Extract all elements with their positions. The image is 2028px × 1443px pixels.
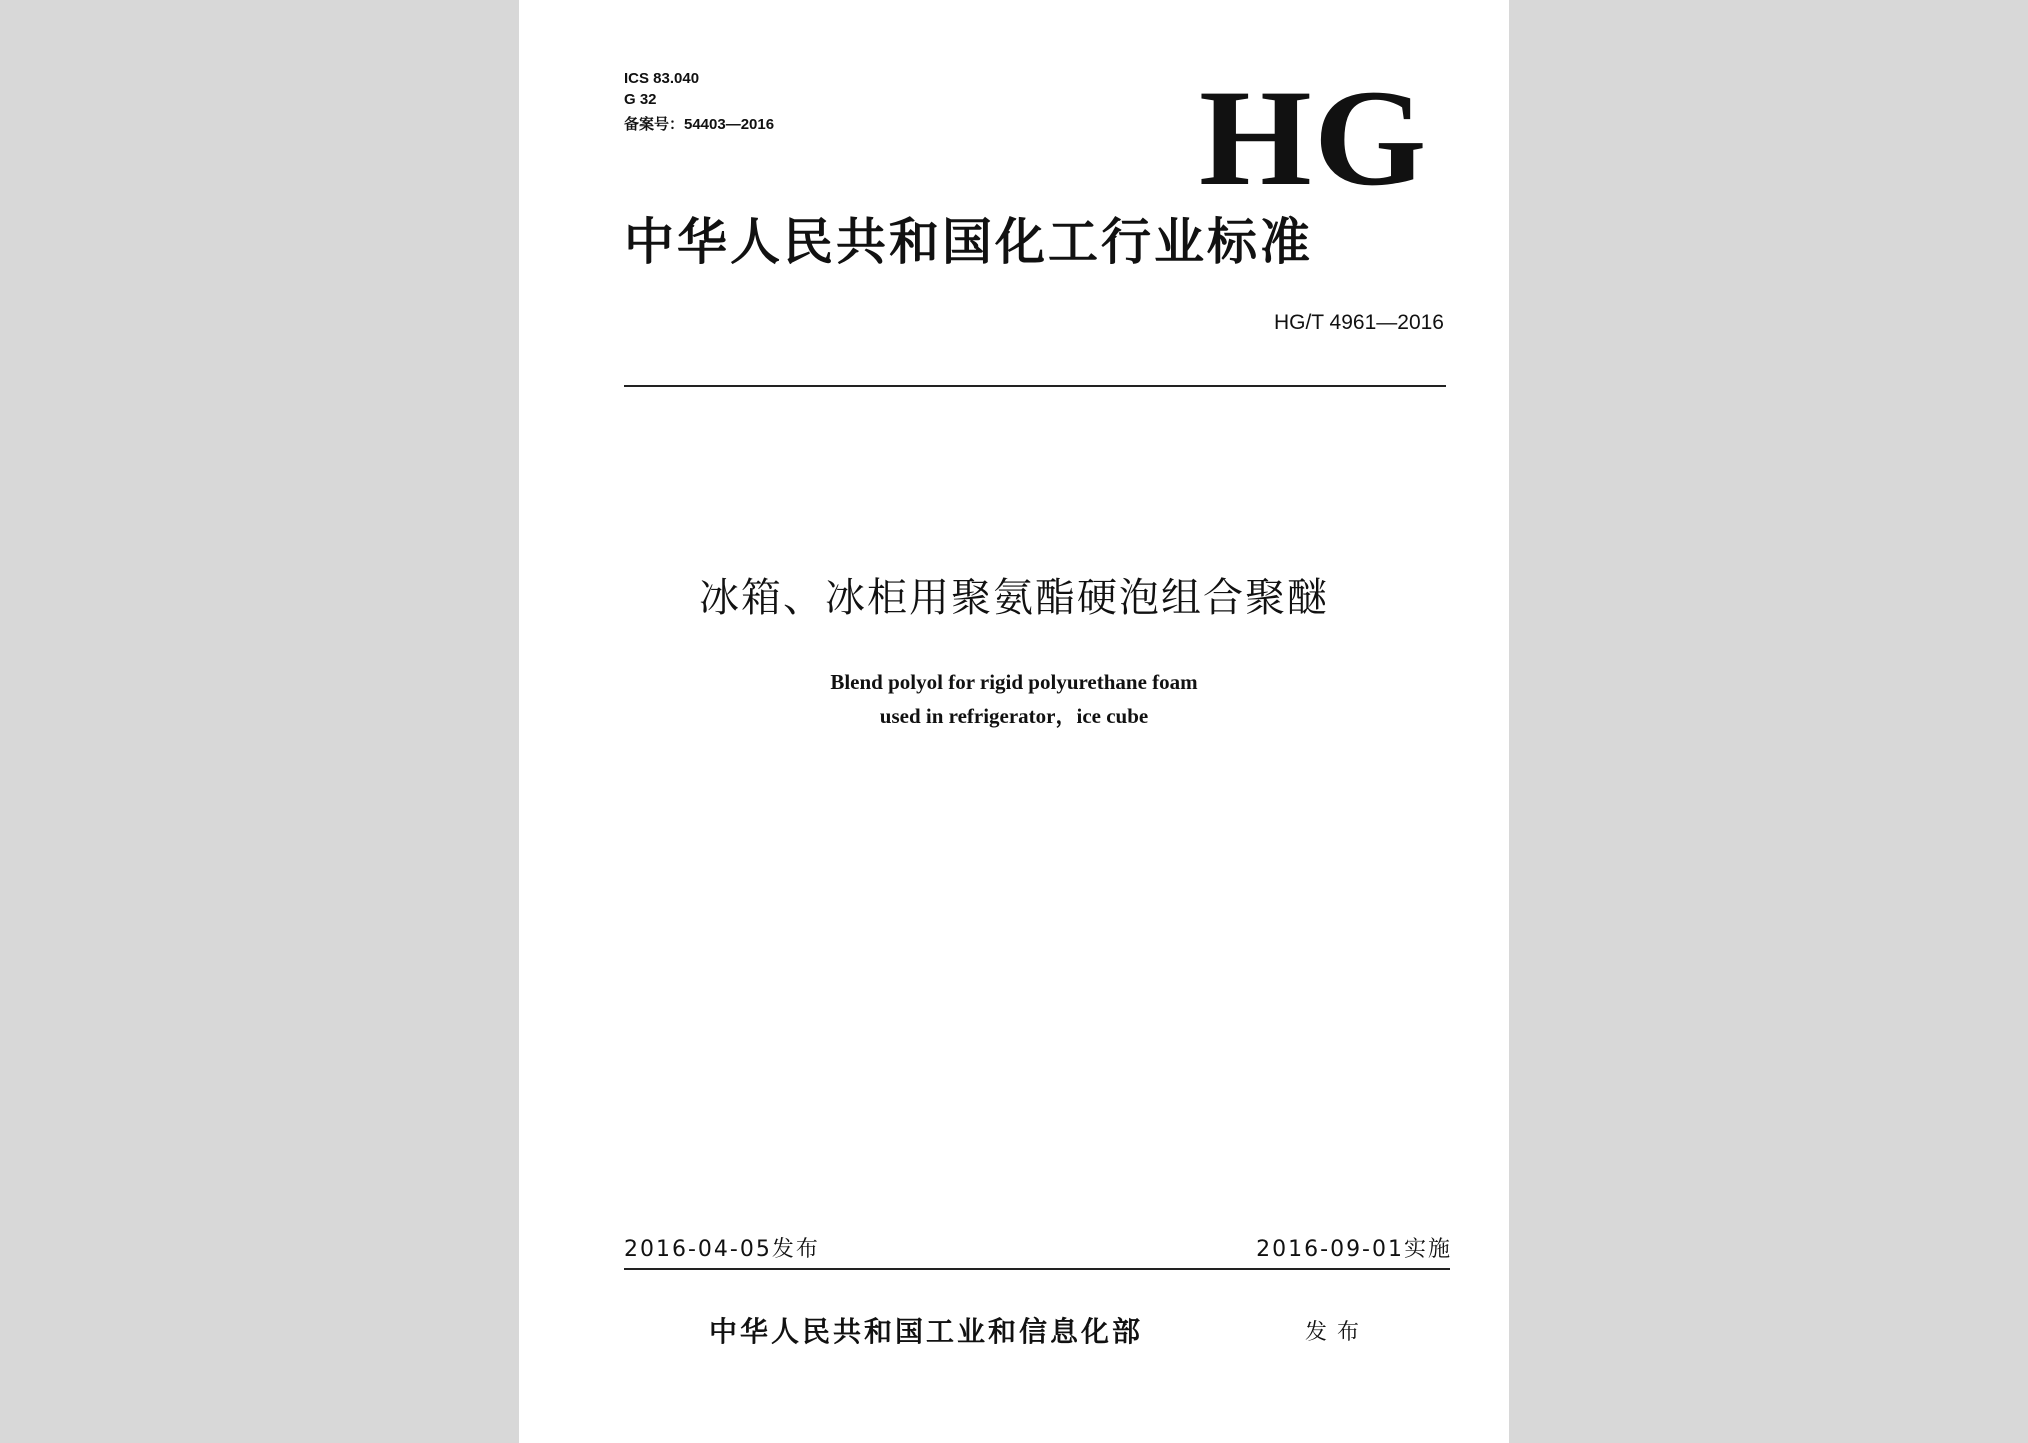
effective-date: 2016-09-01实施 bbox=[1256, 1237, 1452, 1262]
standard-number: HG/T 4961—2016 bbox=[1273, 311, 1444, 334]
header-title: 中华人民共和国化工行业标准 bbox=[624, 213, 1313, 271]
document-title-cn: 冰箱、冰柜用聚氨酯硬泡组合聚醚 bbox=[699, 575, 1329, 621]
document-title-en-line1: Blend polyol for rigid polyurethane foam bbox=[830, 670, 1198, 694]
bottom-divider bbox=[624, 1268, 1450, 1270]
publisher-name: 中华人民共和国工业和信息化部 bbox=[709, 1315, 1144, 1348]
record-number: 备案号：54403—2016 bbox=[624, 116, 775, 133]
publisher-label: 发布 bbox=[1305, 1320, 1370, 1345]
issue-date: 2016-04-05发布 bbox=[624, 1237, 820, 1262]
classification-code: G 32 bbox=[624, 91, 657, 108]
top-divider bbox=[624, 385, 1446, 387]
document-title-en-line2: used in refrigerator，ice cube bbox=[879, 704, 1149, 728]
document-page bbox=[519, 0, 1509, 1443]
ics-code: ICS 83.040 bbox=[624, 70, 700, 87]
hg-logo: HG bbox=[1199, 61, 1429, 214]
